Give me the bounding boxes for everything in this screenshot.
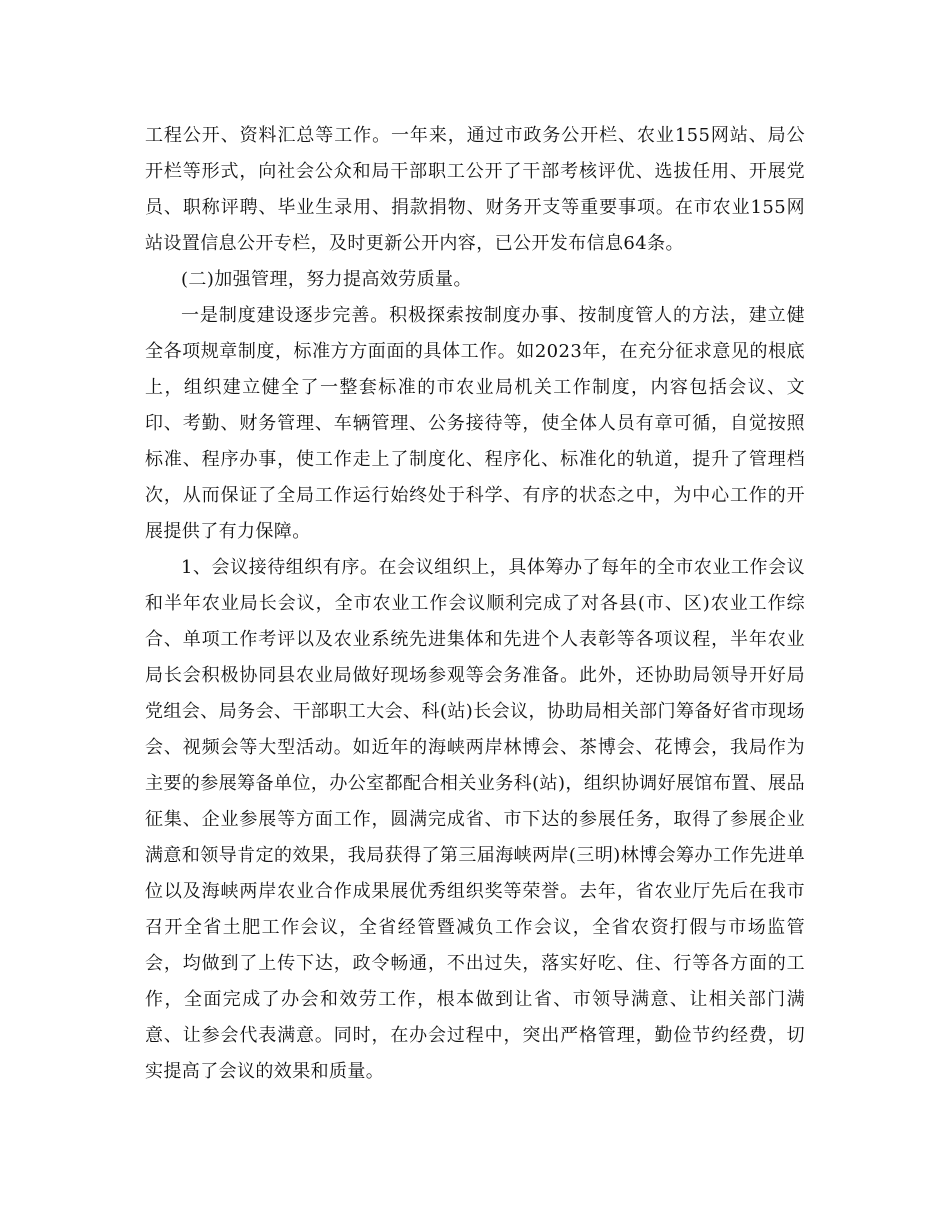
section-heading: (二)加强管理，努力提高效劳质量。 bbox=[181, 269, 472, 290]
paragraph-meeting-organization: 1、会议接待组织有序。在会议组织上，具体筹办了每年的全市农业工作会议和半年农业局长会议，全市农业工作会议顺利完成了对各县(市、区)农业工作综合、单项工作考评以及农业系统先进集体和先进个人表彰等各项议程，半年农业局长会积极协同县农业局做好现场参观等会务准备。此外，还协助局领导开好局党组会、局务会、干部职工大会、科(站)长会议，协助局相关部门筹备好省市现场会、视频会等大型活动。如近年的海峡两岸林博会、茶博会、花博会，我局作为主要的参展筹备单位，办公室都配合相关业务科(站)，组织协调好展馆布置、展品征集、企业参展等方面工作，圆满完成省、市下达的参展任务，取得了参展企业满意和领导肯定的效果，我局获得了第三届海峡两岸(三明)林博会筹办工作先进单位以及海峡两岸农业合作成果展优秀组织奖等荣誉。去年，省农业厅先后在我市召开全省土肥工作会议，全省经管暨减负工作会议，全省农资打假与市场监管会，均做到了上传下达，政令畅通，不出过失，落实好吃、住、行等各方面的工作，全面完成了办会和效劳工作，根本做到让省、市领导满意、让相关部门满意、让参会代表满意。同时，在办会过程中，突出严格管理，勤俭节约经费，切实提高了会议的效果和质量。 bbox=[145, 557, 805, 1082]
paragraph-continuation: 工程公开、资料汇总等工作。一年来，通过市政务公开栏、农业155网站、局公开栏等形式，向社会公众和局干部职工公开了干部考核评优、选拔任用、开展党员、职称评聘、毕业生录用、捐款捐物、财务开支等重要事项。在市农业155网站设置信息公开专栏，及时更新公开内容，已公开发布信息64条。 bbox=[145, 125, 805, 254]
paragraph-system-building: 一是制度建设逐步完善。积极探索按制度办事、按制度管人的方法，建立健全各项规章制度，标准方方面面的具体工作。如2023年，在充分征求意见的根底上，组织建立健全了一整套标准的市农业局机关工作制度，内容包括会议、文印、考勤、财务管理、车辆管理、公务接待等，使全体人员有章可循，自觉按照标准、程序办事，使工作走上了制度化、程序化、标准化的轨道，提升了管理档次，从而保证了全局工作运行始终处于科学、有序的状态之中，为中心工作的开展提供了有力保障。 bbox=[145, 305, 805, 542]
document-body bbox=[145, 118, 805, 1090]
